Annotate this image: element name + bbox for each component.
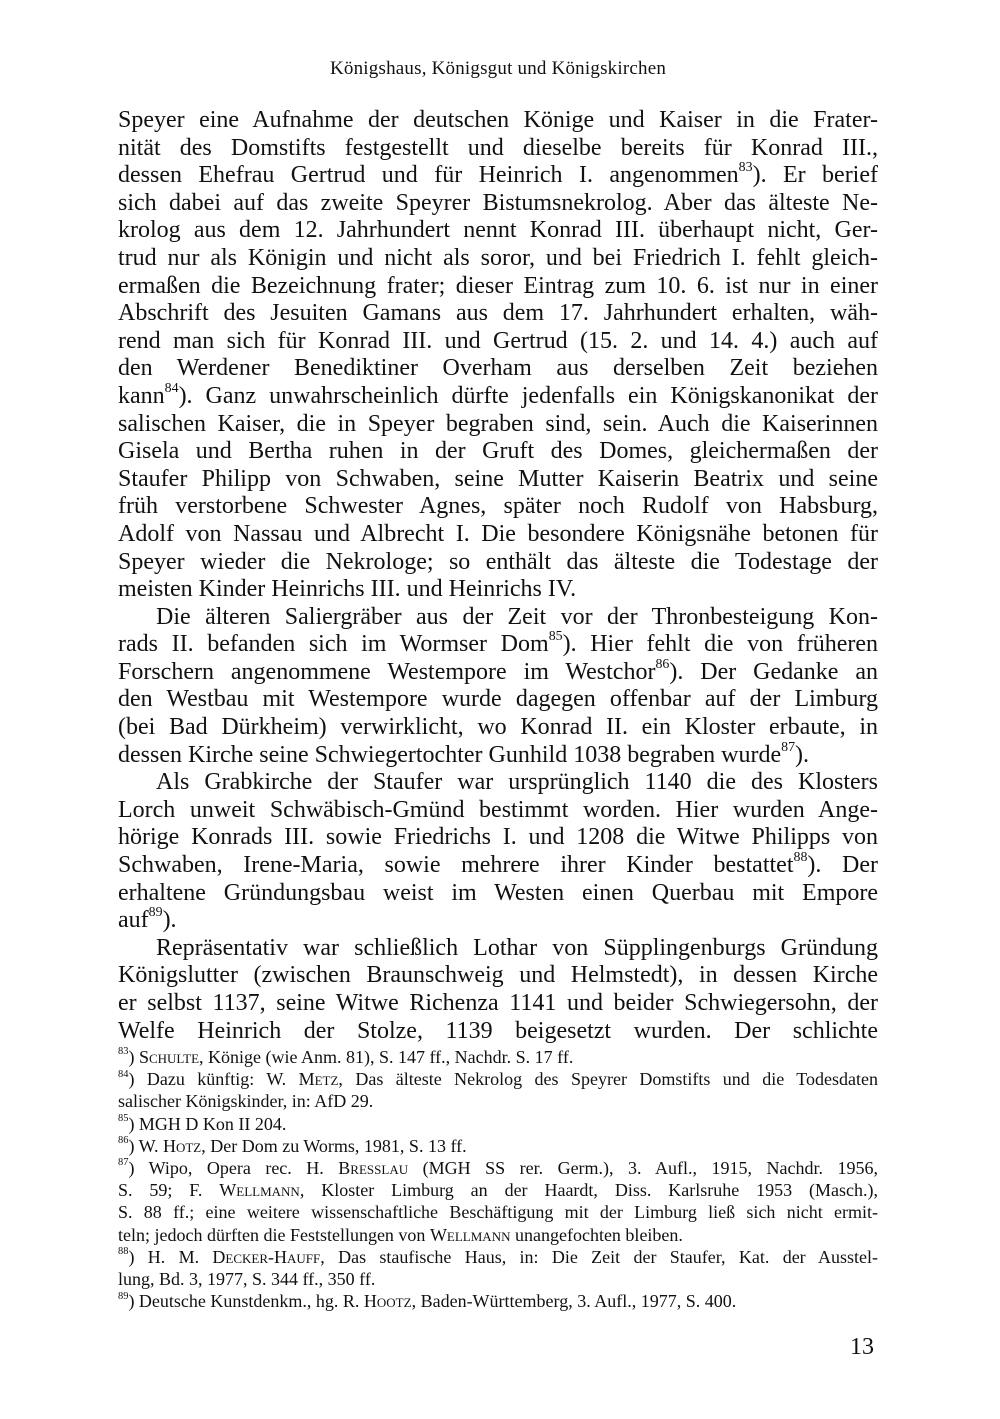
body-line [118, 438, 878, 466]
body-line-text: ). Er berief [752, 162, 878, 189]
footnote-line [118, 1113, 878, 1135]
footnote-ref: 85 [548, 629, 563, 645]
body-line [118, 797, 878, 825]
footnote-text: ) W. [128, 1135, 163, 1156]
footnote-line [118, 1090, 878, 1112]
body-line [118, 411, 878, 439]
body-line-text: hörige Konrads III. sowie Friedrichs I. und 1208 die Witwe Philipps von [118, 824, 878, 851]
footnote-text: ) [128, 1047, 139, 1067]
body-line-text: Gisela und Bertha ruhen in der Gruft des Domes, gleichermaßen der [118, 438, 878, 465]
body-line-text: früh verstorbene Schwester Agnes, später noch Rudolf von Habsburg, [118, 493, 878, 520]
author-name: Wellmann [429, 1224, 511, 1245]
body-line-text: ). [162, 907, 177, 934]
body-line [118, 355, 878, 383]
footnote-ref: 86 [655, 656, 670, 672]
footnote-number: 89 [118, 1290, 129, 1302]
footnote-line [118, 1179, 878, 1201]
footnote-line [118, 1290, 878, 1312]
body-line [118, 190, 878, 218]
body-line-text: den Werdener Benediktiner Overham aus derselben Zeit beziehen [118, 355, 878, 382]
footnote-ref: 88 [793, 849, 808, 865]
body-line [118, 714, 878, 742]
footnote-number: 84 [118, 1068, 129, 1080]
body-line-text: Schwaben, Irene-Maria, sowie mehrere ihrer Kinder bestattet [118, 852, 794, 879]
body-line-text: Adolf von Nassau und Albrecht I. Die besondere Königsnähe betonen für [118, 520, 878, 547]
body-line-text: Königslutter (zwischen Braunschweig und Helmstedt), in dessen Kirche [118, 962, 878, 989]
footnote-text: ) Wipo, Opera rec. H. [128, 1157, 339, 1178]
body-line-text: rads II. befanden sich im Wormser Dom [118, 631, 549, 658]
body-line [118, 493, 878, 521]
body-line [118, 604, 878, 632]
footnote-text: , Das älteste Nekrolog des Speyrer Domstifts und die Todesdaten [338, 1069, 878, 1090]
footnote-text: ) H. M. [128, 1246, 213, 1267]
body-line-text: krolog aus dem 12. Jahrhundert nennt Konrad III. überhaupt nicht, Ger- [118, 217, 878, 244]
body-line-text: Die älteren Saliergräber aus der Zeit vor der Thronbesteigung Kon- [156, 603, 878, 630]
body-line-text: Staufer Philipp von Schwaben, seine Mutter Kaiserin Beatrix und seine [118, 465, 878, 492]
body-line [118, 907, 878, 935]
footnotes [118, 1046, 878, 1312]
body-line-text: (bei Bad Dürkheim) verwirklicht, wo Konrad II. ein Kloster erbaute, in [118, 714, 878, 741]
body-line [118, 245, 878, 273]
footnote-number: 88 [118, 1246, 129, 1258]
body-text [118, 107, 878, 1045]
body-line [118, 739, 878, 770]
body-line-text: dessen Kirche seine Schwiegertochter Gunhild 1038 begraben wurde [118, 741, 782, 768]
author-name: Bresslau [338, 1157, 409, 1178]
body-line [118, 549, 878, 577]
body-line-text: ). [795, 741, 810, 768]
body-line-text: sich dabei auf das zweite Speyrer Bistumsnekrolog. Aber das älteste Ne- [118, 189, 878, 216]
footnote-line [118, 1135, 878, 1157]
body-line [118, 380, 878, 411]
body-line-text: auf [118, 907, 149, 934]
footnote-text: S. 88 ff.; eine weitere wissenschaftliche Beschäftigung mit der Limburg ließ sich nicht ermit- [118, 1202, 878, 1223]
body-line-text: Welfe Heinrich der Stolze, 1139 beigesetzt wurden. Der schlichte [118, 1017, 878, 1044]
footnote-number: 87 [118, 1157, 129, 1169]
running-head: Königshaus, Königsgut und Königskirchen [329, 58, 667, 79]
author-name: Hotz [162, 1135, 202, 1156]
footnote-text: S. 59; F. [118, 1180, 220, 1201]
author-name: Decker-Hauff [212, 1246, 321, 1267]
page-number: 13 [850, 1334, 874, 1360]
footnote-text: , Könige (wie Anm. 81), S. 147 ff., Nachdr. S. 17 ff. [199, 1047, 574, 1067]
footnote-text: ) Dazu künftig: W. [128, 1069, 299, 1090]
body-line [118, 824, 878, 852]
footnote-line [118, 1046, 878, 1068]
body-line [118, 521, 878, 549]
body-line-text: ). Der Gedanke an [669, 658, 878, 685]
footnote-text: unangefochten bleiben. [510, 1224, 683, 1245]
footnote-text: ) MGH D Kon II 204. [128, 1113, 287, 1134]
author-name: Metz [298, 1069, 339, 1090]
body-line-text: Forschern angenommene Westempore im Westchor [118, 658, 656, 685]
body-line [118, 162, 878, 190]
body-line [118, 300, 878, 328]
body-line-text: Repräsentativ war schließlich Lothar von Süpplingenburgs Gründung [156, 934, 878, 961]
body-line [118, 990, 878, 1018]
footnote-ref: 89 [148, 905, 163, 921]
footnote-line [118, 1224, 878, 1246]
footnote-ref: 83 [738, 160, 753, 176]
footnote-text: , Kloster Limburg an der Haardt, Diss. Karlsruhe 1953 (Masch.), [299, 1180, 878, 1201]
footnote-text: salischer Königskinder, in: AfD 29. [118, 1091, 374, 1112]
author-name: Hootz [363, 1291, 412, 1312]
body-line [118, 656, 878, 687]
body-line-text: kann [118, 382, 165, 409]
body-line [118, 935, 878, 963]
body-line [118, 576, 878, 604]
body-line [118, 107, 878, 135]
footnote-text: , Der Dom zu Worms, 1981, S. 13 ff. [201, 1135, 467, 1156]
body-line [118, 686, 878, 714]
author-name: Schulte [138, 1047, 200, 1067]
footnote-line [118, 1246, 878, 1268]
body-line-text: Als Grabkirche der Staufer war ursprünglich 1140 die des Klosters [156, 769, 878, 796]
body-line-text: erhaltene Gründungsbau weist im Westen einen Querbau mit Empore [118, 879, 878, 906]
body-line-text: meisten Kinder Heinrichs III. und Heinrichs IV. [118, 576, 577, 603]
footnote-line [118, 1268, 878, 1290]
footnote-text: , Baden-Württemberg, 3. Aufl., 1977, S. 400. [411, 1291, 737, 1312]
footnote-text: ) Deutsche Kunstdenkm., hg. R. [128, 1291, 364, 1312]
body-line-text: ). Der [807, 852, 878, 879]
body-line-text: ). Hier fehlt die von früheren [562, 631, 879, 658]
body-line-text: Speyer wieder die Nekrologe; so enthält das älteste die Todestage der [118, 548, 878, 575]
body-line-text: nität des Domstifts festgestellt und dieselbe bereits für Konrad III., [118, 134, 878, 161]
body-line-text: er selbst 1137, seine Witwe Richenza 1141 und beider Schwiegersohn, der [118, 990, 878, 1016]
footnote-line [118, 1068, 878, 1090]
footnote-number: 83 [118, 1046, 129, 1058]
body-line-text: trud nur als Königin und nicht als soror, und bei Friedrich I. fehlt gleich- [118, 244, 878, 271]
body-line-text: Speyer eine Aufnahme der deutschen Könige und Kaiser in die Frater- [118, 107, 878, 133]
footnote-ref: 84 [164, 380, 179, 396]
body-line-text: dessen Ehefrau Gertrud und für Heinrich I. angenommen [118, 162, 739, 189]
body-line-text: den Westbau mit Westempore wurde dagegen offenbar auf der Limburg [118, 686, 878, 713]
footnote-text: , Das staufische Haus, in: Die Zeit der Staufer, Kat. der Ausstel- [320, 1246, 879, 1267]
body-line-text: ermaßen die Bezeichnung frater; dieser Eintrag zum 10. 6. ist nur in einer [118, 272, 878, 299]
body-line [118, 849, 878, 880]
body-line-text: rend man sich für Konrad III. und Gertrud (15. 2. und 14. 4.) auch auf [118, 327, 878, 354]
body-line [118, 135, 878, 163]
body-line [118, 769, 878, 797]
body-line-text: Lorch unweit Schwäbisch-Gmünd bestimmt worden. Hier wurden Ange- [118, 796, 878, 823]
body-line [118, 273, 878, 301]
footnote-ref: 87 [781, 739, 796, 755]
body-line [118, 217, 878, 245]
body-line [118, 1018, 878, 1046]
body-line-text: Abschrift des Jesuiten Gamans aus dem 17. Jahrhundert erhalten, wäh- [118, 300, 878, 327]
footnote-text: (MGH SS rer. Germ.), 3. Aufl., 1915, Nachdr. 1956, [408, 1157, 878, 1178]
body-line-text: ). Ganz unwahrscheinlich dürfte jedenfalls ein Königskanonikat der [178, 382, 878, 409]
body-line [118, 466, 878, 494]
body-line [118, 880, 878, 908]
footnote-number: 86 [118, 1135, 129, 1147]
body-line-text: salischen Kaiser, die in Speyer begraben sind, sein. Auch die Kaiserinnen [118, 410, 878, 437]
footnote-line [118, 1201, 878, 1223]
body-line [118, 328, 878, 356]
author-name: Wellmann [219, 1180, 300, 1201]
body-line [118, 962, 878, 990]
footnote-text: lung, Bd. 3, 1977, S. 344 ff., 350 ff. [118, 1268, 376, 1289]
footnote-number: 85 [118, 1113, 129, 1124]
footnote-line [118, 1157, 878, 1179]
body-line [118, 631, 878, 659]
footnote-text: teln; jedoch dürften die Feststellungen von [118, 1224, 430, 1245]
